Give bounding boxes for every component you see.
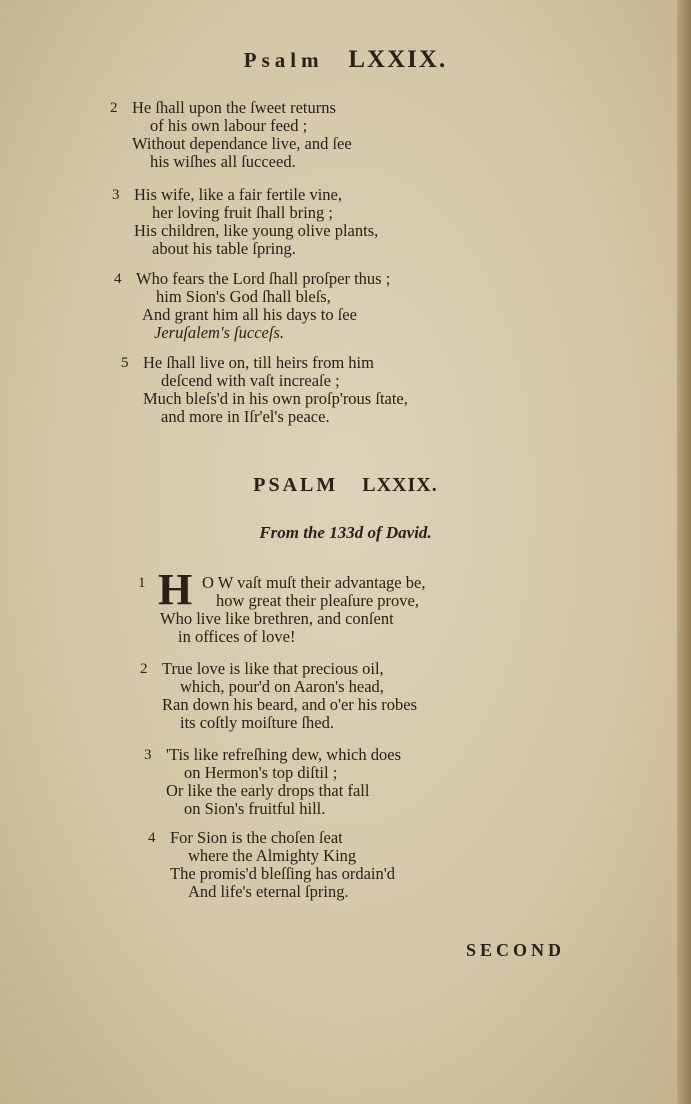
verse-line: which, pour'd on Aaron's head,	[180, 677, 384, 696]
verse-line: 'Tis like refreſhing dew, which does	[166, 745, 402, 764]
verse-line: his wiſhes all ſucceed.	[150, 152, 296, 171]
drop-capital: H	[158, 565, 193, 614]
verse-line: Ran down his beard, and o'er his robes	[162, 695, 418, 714]
verse-line: Who fears the Lord ſhall proſper thus ;	[136, 269, 391, 288]
verse-line: O W vaſt muſt their advantage be,	[202, 573, 426, 592]
verse-line: And grant him all his days to ſee	[142, 305, 357, 324]
page-edge	[677, 0, 691, 1104]
verse-line: He ſhall upon the ſweet returns	[132, 98, 336, 117]
verse-line: deſcend with vaſt increaſe ;	[161, 371, 340, 390]
verse-line: about his table ſpring.	[152, 239, 296, 258]
stanza-number: 2	[110, 100, 118, 116]
stanza-top-2	[110, 98, 352, 171]
stanza-top-5	[121, 353, 408, 426]
stanza-top-3	[112, 185, 379, 258]
stanza-number: 2	[140, 661, 148, 677]
verse-line: where the Almighty King	[188, 846, 357, 865]
verse-line: Who live like brethren, and conſent	[160, 609, 394, 628]
psalm-title-word: PSALM	[253, 474, 339, 496]
verse-line: and more in Iſr'el's peace.	[161, 407, 330, 426]
stanza-number: 5	[121, 355, 129, 371]
verse-line: Without dependance live, and ſee	[132, 134, 352, 153]
stanza-number: 1	[138, 575, 146, 591]
header-psalm-word: Psalm	[243, 48, 324, 72]
verse-line: on Sion's fruitful hill.	[184, 799, 326, 818]
verse-line: her loving fruit ſhall bring ;	[152, 203, 334, 222]
stanza-number: 4	[148, 830, 156, 846]
verse-line: how great their pleaſure prove,	[216, 591, 419, 610]
verse-line: in offices of love!	[178, 627, 296, 646]
header-number: LXXIX.	[348, 46, 448, 73]
verse-line: Or like the early drops that fall	[166, 781, 370, 800]
verse-line: on Hermon's top diſtil ;	[184, 763, 338, 782]
verse-line: True love is like that precious oil,	[162, 659, 384, 678]
verse-line: His children, like young olive plants,	[134, 221, 379, 240]
verse-line: For Sion is the choſen ſeat	[170, 828, 343, 847]
stanza-bottom-2	[140, 659, 418, 732]
stanza-number: 3	[112, 187, 120, 203]
verse-line: He ſhall live on, till heirs from him	[143, 353, 374, 372]
stanza-number: 3	[144, 747, 152, 763]
verse-line: And life's eternal ſpring.	[188, 882, 349, 901]
running-header	[0, 46, 691, 74]
stanza-bottom-1	[138, 565, 426, 646]
verse-line: Much bleſs'd in his own proſp'rous ſtate,	[143, 389, 408, 408]
stanza-top-4	[114, 269, 391, 342]
stanza-bottom-4	[148, 828, 395, 901]
stanza-number: 4	[114, 271, 122, 287]
verse-line: His wife, like a fair fertile vine,	[134, 185, 342, 204]
verse-line: of his own labour feed ;	[150, 116, 308, 135]
verse-line: its coſtly moiſture ſhed.	[180, 713, 334, 732]
verse-line: The promis'd bleſſing has ordain'd	[170, 864, 395, 883]
psalm-subtitle: From the 133d of David.	[259, 523, 432, 542]
verse-line: Jeruſalem's ſucceſs.	[154, 323, 284, 342]
verse-line: him Sion's God ſhall bleſs,	[156, 287, 331, 306]
psalm-title	[0, 474, 691, 497]
catchword: SECOND	[466, 940, 566, 960]
psalm-title-number: LXXIX.	[362, 474, 438, 496]
stanza-bottom-3	[144, 745, 402, 818]
